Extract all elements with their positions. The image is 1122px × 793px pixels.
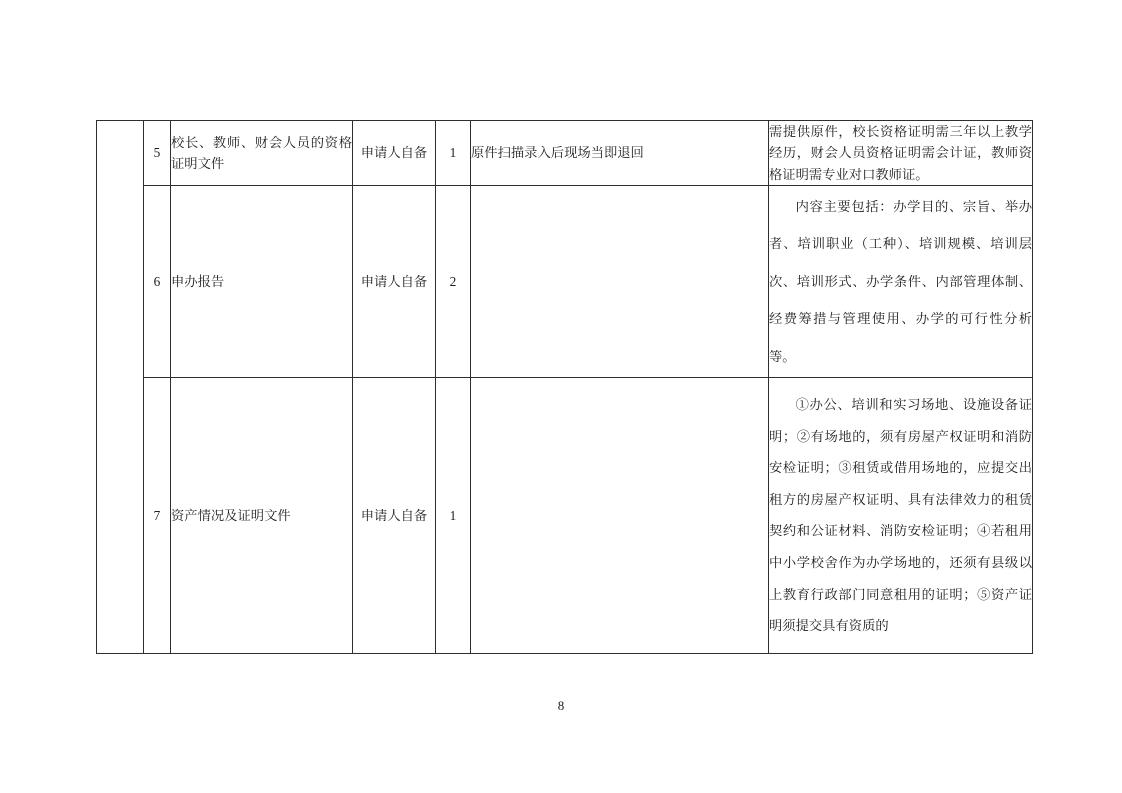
copies-count-cell: 2 xyxy=(436,185,471,377)
handling-note-cell xyxy=(471,377,769,653)
copies-count-cell: 1 xyxy=(436,377,471,653)
remarks-cell: 内容主要包括：办学目的、宗旨、举办者、培训职业（工种）、培训规模、培训层次、培训形式、办学条件、内部管理体制、经费筹措与管理使用、办学的可行性分析等。 xyxy=(769,185,1033,377)
page-number: 8 xyxy=(557,698,565,713)
document-name-cell: 校长、教师、财会人员的资格证明文件 xyxy=(171,121,353,186)
category-cell-empty xyxy=(97,121,144,654)
row-number-cell: 5 xyxy=(144,121,171,186)
document-name-cell: 资产情况及证明文件 xyxy=(171,377,353,653)
document-name-cell: 申办报告 xyxy=(171,185,353,377)
source-cell: 申请人自备 xyxy=(353,377,436,653)
materials-table xyxy=(96,120,1033,654)
table-row xyxy=(97,185,1033,377)
handling-note-cell: 原件扫描录入后现场当即退回 xyxy=(471,121,769,186)
source-cell: 申请人自备 xyxy=(353,121,436,186)
table-row xyxy=(97,121,1033,186)
copies-count-cell: 1 xyxy=(436,121,471,186)
source-cell: 申请人自备 xyxy=(353,185,436,377)
row-number-cell: 6 xyxy=(144,185,171,377)
row-number-cell: 7 xyxy=(144,377,171,653)
remarks-cell: ①办公、培训和实习场地、设施设备证明；②有场地的，须有房屋产权证明和消防安检证明；③租赁或借用场地的，应提交出租方的房屋产权证明、具有法律效力的租赁契约和公证材料、消防安检证明；④若租用中小学校舍作为办学场地的，还须有县级以上教育行政部门同意租用的证明；⑤资产证明须提交具有资质的 xyxy=(769,377,1033,653)
handling-note-cell xyxy=(471,185,769,377)
remarks-cell: 需提供原件，校长资格证明需三年以上教学经历，财会人员资格证明需会计证，教师资格证明需专业对口教师证。 xyxy=(769,121,1033,186)
table-row xyxy=(97,377,1033,653)
